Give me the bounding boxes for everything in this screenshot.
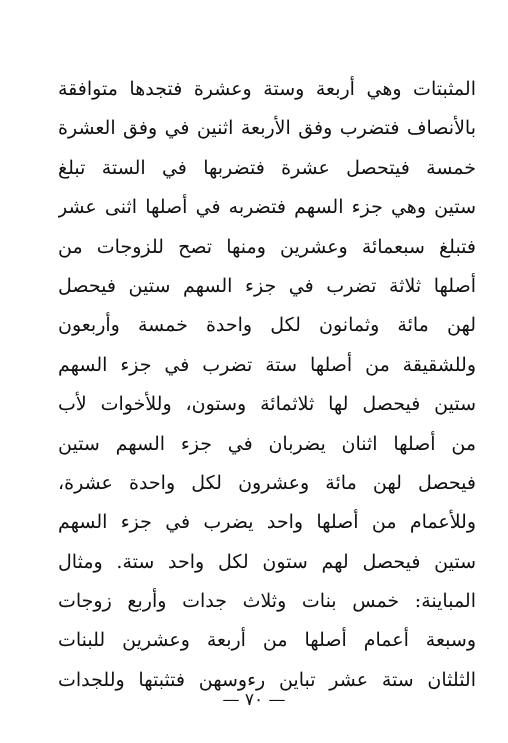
text-line: أصلها ثلاثة تضرب في جزء السهم ستين فيحصل [58, 274, 476, 297]
text-line: ستين وهي جزء السهم فتضربه في أصلها اثنى عشر [58, 196, 476, 219]
text-line: المثبتات وهي أربعة وستة وعشرة فتجدها متوافقة [58, 78, 476, 100]
text-line: ستين فيحصل لهم ستون لكل واحد ستة. ومثال [58, 550, 476, 573]
text-line: ستين فيحصل لها ثلاثمائة وستون، وللأخوات لأب [58, 393, 476, 416]
text-line: وللأعمام من أصلها واحد يضرب في جزء السهم [58, 511, 476, 534]
page-number: — ٧٠ — [222, 690, 286, 710]
text-line: الثلثان ستة عشر تباين رءوسهن فتثبتها وللجدات [58, 668, 476, 691]
text-line: المباينة: خمس بنات وثلاث جدات وأربع زوجات [58, 590, 476, 613]
text-line: بالأنصاف فتضرب وفق الأربعة اثنين في وفق العشرة [58, 117, 476, 140]
text-line: من أصلها اثنان يضربان في جزء السهم ستين [58, 432, 476, 455]
text-line: وللشقيقة من أصلها ستة تضرب في جزء السهم [58, 353, 476, 376]
text-line: خمسة فيتحصل عشرة فتضربها في الستة تبلغ [58, 156, 476, 179]
body-text [58, 70, 476, 700]
text-line: فتبلغ سبعمائة وعشرين ومنها تصح للزوجات من [58, 235, 476, 258]
text-line: فيحصل لهن مائة وعشرون لكل واحدة عشرة، [58, 471, 476, 494]
text-line: وسبعة أعمام أصلها من أربعة وعشرين للبنات [58, 629, 476, 652]
text-line: لهن مائة وثمانون لكل واحدة خمسة وأربعون [58, 314, 476, 337]
